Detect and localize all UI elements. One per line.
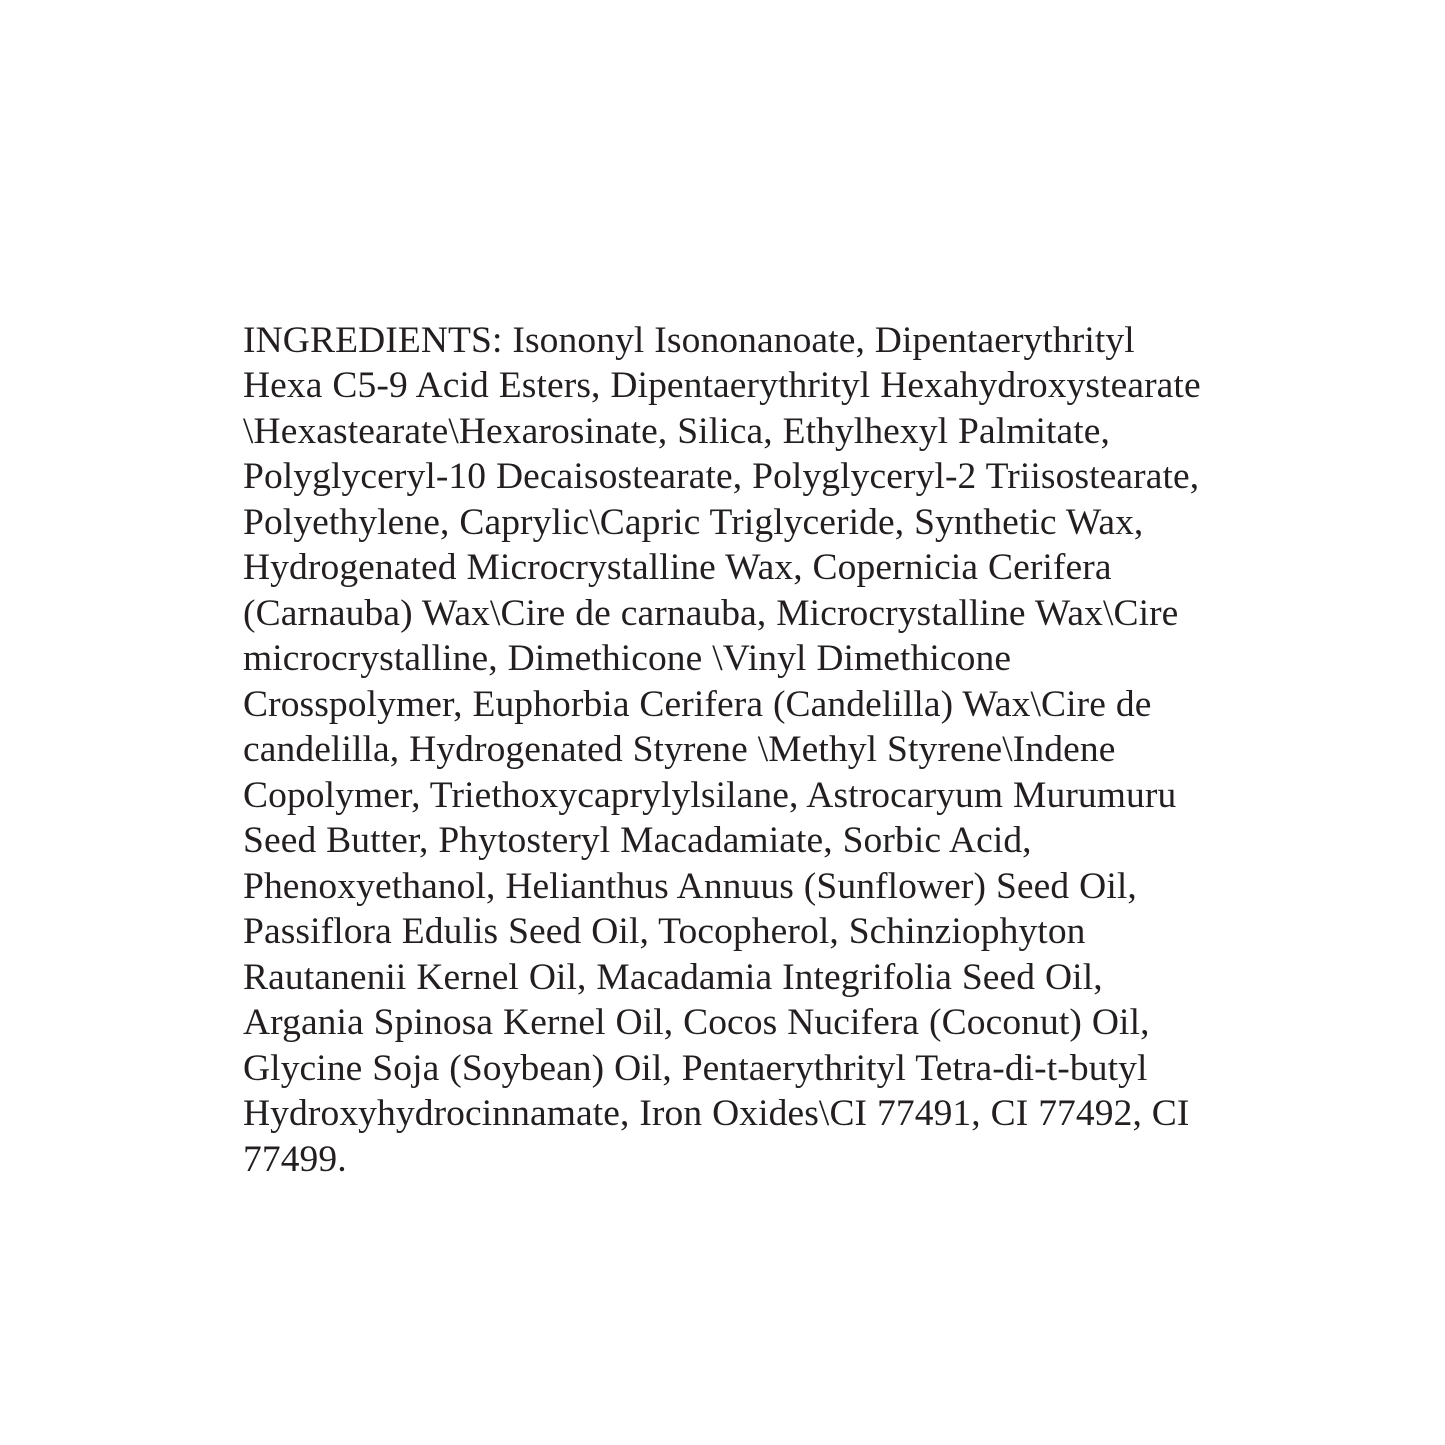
- ingredients-paragraph: INGREDIENTS: Isononyl Isononanoate, Dipentaerythrityl Hexa C5-9 Acid Esters, Dipentaerythrityl Hexahydroxystearate \Hexastearate\Hexarosinate, Silica, Ethylhexyl Palmitate, Polyglyceryl-10 Decaisostearate, Polyglyceryl-2 Triisostearate, Polyethylene, Caprylic\Capric Triglyceride, Synthetic Wax, Hydrogenated Microcrystalline Wax, Copernicia Cerifera (Carnauba) Wax\Cire de carnauba, Microcrystalline Wax\Cire microcrystalline, Dimethicone \Vinyl Dimethicone Crosspolymer, Euphorbia Cerifera (Candelilla) Wax\Cire de candelilla, Hydrogenated Styrene \Methyl Styrene\Indene Copolymer, Triethoxycaprylylsilane, Astrocaryum Murumuru Seed Butter, Phytosteryl Macadamiate, Sorbic Acid, Phenoxyethanol, Helianthus Annuus (Sunflower) Seed Oil, Passiflora Edulis Seed Oil, Tocopherol, Schinziophyton Rautanenii Kernel Oil, Macadamia Integrifolia Seed Oil, Argania Spinosa Kernel Oil, Cocos Nucifera (Coconut) Oil, Glycine Soja (Soybean) Oil, Pentaerythrityl Tetra-di-t-butyl Hydroxyhydrocinnamate, Iron Oxides\CI 77491, CI 77492, CI 77499.: [243, 319, 1201, 1180]
